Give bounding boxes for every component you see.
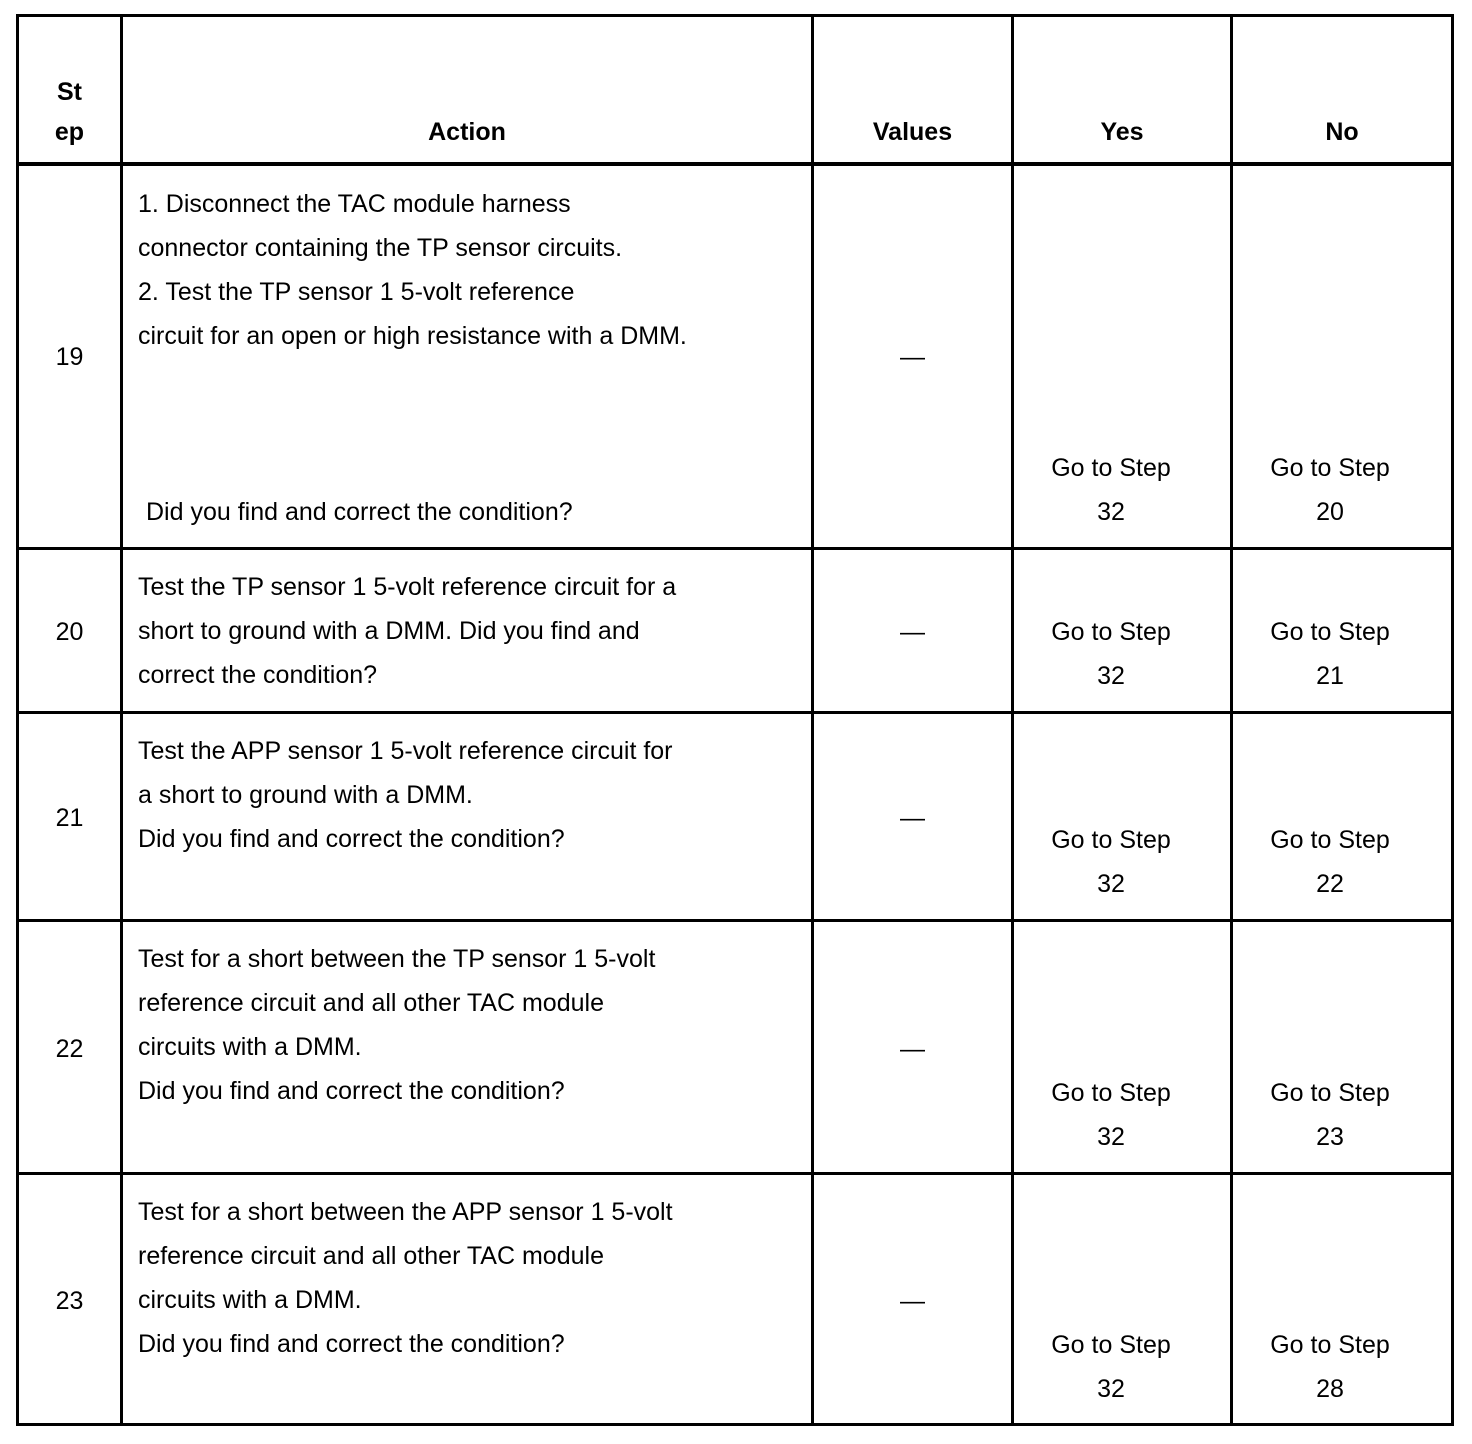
row-22-value: — <box>900 1035 925 1063</box>
row-20-value: — <box>900 618 925 646</box>
row-21-step: 21 <box>55 804 84 832</box>
action-line: 1. Disconnect the TAC module harness <box>138 190 571 218</box>
col-divider-action <box>811 17 814 1423</box>
action-line: Test the TP sensor 1 5-volt reference circuit for a <box>138 573 677 601</box>
row-21-no <box>1233 818 1427 906</box>
action-line: a short to ground with a DMM. <box>138 781 473 809</box>
col-divider-no <box>1451 17 1454 1423</box>
yes-label: Go to Step <box>1051 1079 1171 1107</box>
row-22-action <box>138 937 655 1113</box>
header-step <box>19 72 120 152</box>
row-19-question: Did you find and correct the condition? <box>146 498 573 526</box>
no-label: Go to Step <box>1270 1079 1390 1107</box>
header-no: No <box>1325 118 1359 146</box>
action-line: Did you find and correct the condition? <box>138 825 565 853</box>
no-step: 21 <box>1316 662 1344 690</box>
row-20-no <box>1233 610 1427 698</box>
col-divider-yes <box>1230 17 1233 1423</box>
row-21-action <box>138 729 673 861</box>
row-19-yes <box>1014 446 1208 534</box>
header-step-line2: ep <box>54 118 85 146</box>
row-19-action <box>138 182 687 358</box>
row-divider <box>19 547 1454 550</box>
action-line: Did you find and correct the condition? <box>138 1077 565 1105</box>
yes-label: Go to Step <box>1051 618 1171 646</box>
no-step: 28 <box>1316 1375 1344 1403</box>
row-21-value: — <box>900 804 925 832</box>
row-20-action <box>138 565 676 697</box>
row-23-yes <box>1014 1323 1208 1411</box>
no-label: Go to Step <box>1270 1331 1390 1359</box>
row-23-action <box>138 1190 673 1366</box>
row-21-yes <box>1014 818 1208 906</box>
row-20-step: 20 <box>55 618 84 646</box>
action-line: circuit for an open or high resistance with a DMM. <box>138 322 687 350</box>
row-22-yes <box>1014 1071 1208 1159</box>
no-label: Go to Step <box>1270 826 1390 854</box>
action-line: Test for a short between the TP sensor 1 5-volt <box>138 945 656 973</box>
col-divider-values <box>1011 17 1014 1423</box>
yes-label: Go to Step <box>1051 454 1171 482</box>
action-line: reference circuit and all other TAC module <box>138 1242 604 1270</box>
row-22-step: 22 <box>55 1035 84 1063</box>
yes-label: Go to Step <box>1051 1331 1171 1359</box>
action-line: Did you find and correct the condition? <box>138 1330 565 1358</box>
action-line: 2. Test the TP sensor 1 5-volt reference <box>138 278 575 306</box>
header-yes: Yes <box>1100 118 1144 146</box>
diagnostic-table <box>16 14 1454 1426</box>
yes-step: 32 <box>1097 498 1125 526</box>
row-19-value: — <box>900 343 925 371</box>
action-line: circuits with a DMM. <box>138 1286 362 1314</box>
yes-step: 32 <box>1097 1123 1125 1151</box>
row-22-no <box>1233 1071 1427 1159</box>
yes-step: 32 <box>1097 1375 1125 1403</box>
header-action: Action <box>428 118 506 146</box>
header-divider <box>19 162 1454 166</box>
header-values: Values <box>872 118 953 146</box>
action-line: Test for a short between the APP sensor 1 5-volt <box>138 1198 673 1226</box>
action-line: circuits with a DMM. <box>138 1033 362 1061</box>
action-line: connector containing the TP sensor circuits. <box>138 234 623 262</box>
yes-step: 32 <box>1097 662 1125 690</box>
row-19-no <box>1233 446 1427 534</box>
action-line: correct the condition? <box>138 661 378 689</box>
yes-label: Go to Step <box>1051 826 1171 854</box>
row-19-step: 19 <box>55 343 84 371</box>
no-step: 20 <box>1316 498 1344 526</box>
no-label: Go to Step <box>1270 454 1390 482</box>
row-23-value: — <box>900 1287 925 1315</box>
no-step: 22 <box>1316 870 1344 898</box>
action-line: reference circuit and all other TAC module <box>138 989 604 1017</box>
row-divider <box>19 1172 1454 1175</box>
no-step: 23 <box>1316 1123 1344 1151</box>
row-23-step: 23 <box>55 1287 84 1315</box>
row-23-no <box>1233 1323 1427 1411</box>
action-line: Test the APP sensor 1 5-volt reference circuit for <box>138 737 673 765</box>
no-label: Go to Step <box>1270 618 1390 646</box>
yes-step: 32 <box>1097 870 1125 898</box>
header-step-line1: St <box>57 78 82 106</box>
col-divider-step <box>120 17 123 1423</box>
row-divider <box>19 919 1454 922</box>
row-20-yes <box>1014 610 1208 698</box>
row-divider <box>19 711 1454 714</box>
action-line: short to ground with a DMM. Did you find and <box>138 617 640 645</box>
